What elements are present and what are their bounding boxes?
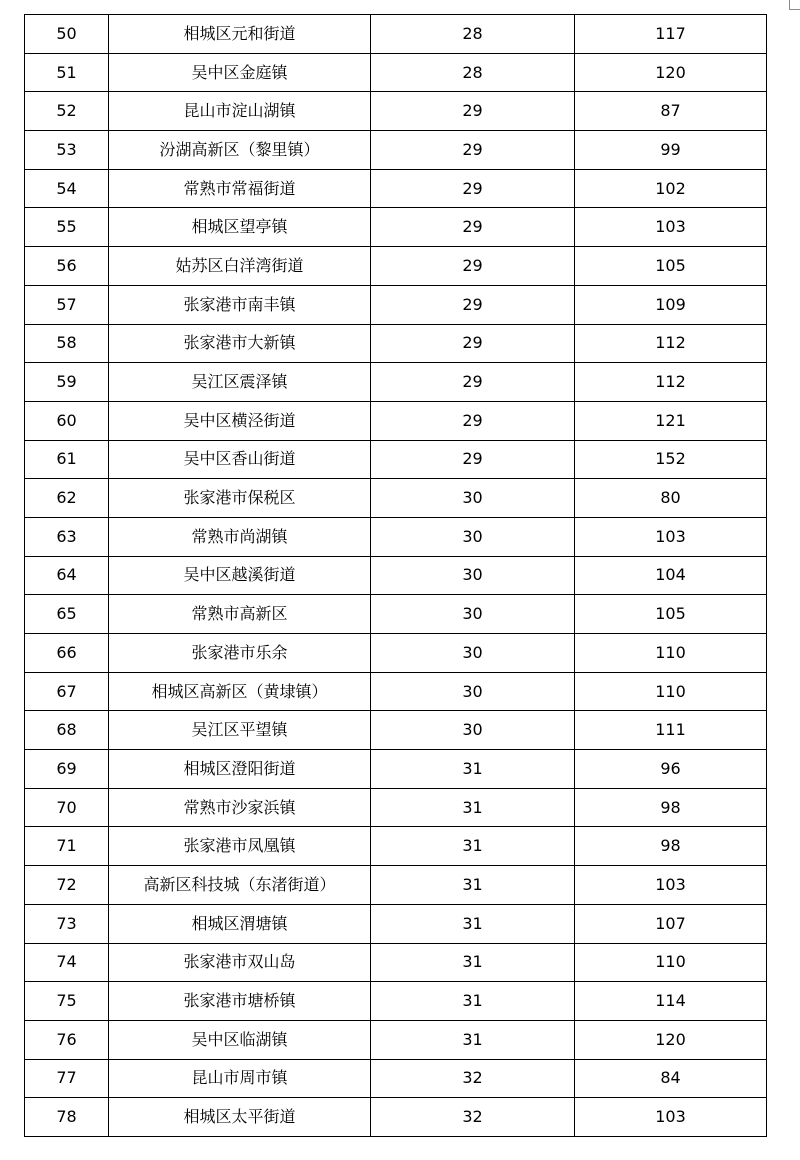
table-row	[25, 711, 767, 750]
name-cell: 相城区高新区（黄埭镇）	[109, 672, 371, 711]
name-cell: 张家港市双山岛	[109, 943, 371, 982]
value-cell-1: 29	[371, 247, 575, 286]
value-cell-1: 32	[371, 1098, 575, 1137]
rank-cell: 70	[25, 788, 109, 827]
table-body	[25, 15, 767, 1137]
table-row	[25, 1020, 767, 1059]
value-cell-1: 29	[371, 401, 575, 440]
rank-cell: 64	[25, 556, 109, 595]
value-cell-1: 30	[371, 517, 575, 556]
value-cell-2: 98	[575, 788, 767, 827]
table-row	[25, 1059, 767, 1098]
table-row	[25, 672, 767, 711]
table-row	[25, 247, 767, 286]
table-row	[25, 53, 767, 92]
table-row	[25, 866, 767, 905]
table-row	[25, 92, 767, 131]
table-row	[25, 827, 767, 866]
value-cell-2: 117	[575, 15, 767, 54]
value-cell-1: 30	[371, 672, 575, 711]
value-cell-1: 29	[371, 208, 575, 247]
value-cell-1: 31	[371, 750, 575, 789]
name-cell: 常熟市高新区	[109, 595, 371, 634]
value-cell-1: 29	[371, 324, 575, 363]
value-cell-1: 31	[371, 788, 575, 827]
table-row	[25, 943, 767, 982]
rank-cell: 59	[25, 363, 109, 402]
name-cell: 相城区望亭镇	[109, 208, 371, 247]
table-row	[25, 634, 767, 673]
value-cell-2: 105	[575, 595, 767, 634]
rank-cell: 60	[25, 401, 109, 440]
value-cell-1: 30	[371, 634, 575, 673]
name-cell: 汾湖高新区（黎里镇）	[109, 131, 371, 170]
rank-cell: 68	[25, 711, 109, 750]
value-cell-2: 104	[575, 556, 767, 595]
value-cell-1: 29	[371, 169, 575, 208]
table-row	[25, 1098, 767, 1137]
name-cell: 相城区元和街道	[109, 15, 371, 54]
table-row	[25, 131, 767, 170]
value-cell-1: 30	[371, 556, 575, 595]
name-cell: 姑苏区白洋湾街道	[109, 247, 371, 286]
value-cell-2: 103	[575, 1098, 767, 1137]
table-row	[25, 750, 767, 789]
value-cell-2: 110	[575, 672, 767, 711]
value-cell-2: 102	[575, 169, 767, 208]
table-row	[25, 15, 767, 54]
value-cell-2: 109	[575, 285, 767, 324]
name-cell: 相城区太平街道	[109, 1098, 371, 1137]
name-cell: 张家港市凤凰镇	[109, 827, 371, 866]
name-cell: 昆山市淀山湖镇	[109, 92, 371, 131]
rank-cell: 66	[25, 634, 109, 673]
rank-cell: 67	[25, 672, 109, 711]
rank-cell: 55	[25, 208, 109, 247]
value-cell-1: 29	[371, 92, 575, 131]
value-cell-2: 120	[575, 1020, 767, 1059]
table-row	[25, 440, 767, 479]
value-cell-1: 28	[371, 15, 575, 54]
table-row	[25, 517, 767, 556]
value-cell-2: 152	[575, 440, 767, 479]
name-cell: 张家港市乐余	[109, 634, 371, 673]
table-row	[25, 595, 767, 634]
value-cell-1: 31	[371, 943, 575, 982]
rank-cell: 77	[25, 1059, 109, 1098]
table-row	[25, 208, 767, 247]
value-cell-2: 80	[575, 479, 767, 518]
table-row	[25, 479, 767, 518]
rank-cell: 76	[25, 1020, 109, 1059]
table-row	[25, 556, 767, 595]
name-cell: 张家港市保税区	[109, 479, 371, 518]
rank-cell: 78	[25, 1098, 109, 1137]
value-cell-2: 96	[575, 750, 767, 789]
rank-cell: 56	[25, 247, 109, 286]
value-cell-1: 31	[371, 904, 575, 943]
value-cell-1: 31	[371, 982, 575, 1021]
name-cell: 常熟市沙家浜镇	[109, 788, 371, 827]
value-cell-1: 31	[371, 1020, 575, 1059]
rank-cell: 54	[25, 169, 109, 208]
value-cell-2: 98	[575, 827, 767, 866]
rank-cell: 50	[25, 15, 109, 54]
value-cell-2: 87	[575, 92, 767, 131]
value-cell-1: 30	[371, 479, 575, 518]
rank-cell: 75	[25, 982, 109, 1021]
rank-cell: 51	[25, 53, 109, 92]
table-row	[25, 363, 767, 402]
value-cell-1: 30	[371, 595, 575, 634]
value-cell-2: 84	[575, 1059, 767, 1098]
name-cell: 常熟市常福街道	[109, 169, 371, 208]
name-cell: 吴中区横泾街道	[109, 401, 371, 440]
value-cell-1: 32	[371, 1059, 575, 1098]
page-corner-mark	[789, 0, 800, 10]
value-cell-1: 29	[371, 440, 575, 479]
table-row	[25, 982, 767, 1021]
name-cell: 高新区科技城（东渚街道）	[109, 866, 371, 905]
value-cell-2: 103	[575, 866, 767, 905]
value-cell-2: 114	[575, 982, 767, 1021]
table-row	[25, 324, 767, 363]
name-cell: 张家港市塘桥镇	[109, 982, 371, 1021]
name-cell: 相城区渭塘镇	[109, 904, 371, 943]
name-cell: 吴中区香山街道	[109, 440, 371, 479]
name-cell: 常熟市尚湖镇	[109, 517, 371, 556]
value-cell-2: 105	[575, 247, 767, 286]
value-cell-1: 29	[371, 131, 575, 170]
value-cell-1: 29	[371, 363, 575, 402]
rank-cell: 63	[25, 517, 109, 556]
rank-cell: 72	[25, 866, 109, 905]
name-cell: 张家港市大新镇	[109, 324, 371, 363]
rank-cell: 52	[25, 92, 109, 131]
name-cell: 吴中区临湖镇	[109, 1020, 371, 1059]
value-cell-2: 103	[575, 517, 767, 556]
table-row	[25, 904, 767, 943]
name-cell: 吴中区金庭镇	[109, 53, 371, 92]
name-cell: 张家港市南丰镇	[109, 285, 371, 324]
ranking-table	[24, 14, 767, 1137]
name-cell: 相城区澄阳街道	[109, 750, 371, 789]
value-cell-2: 121	[575, 401, 767, 440]
value-cell-1: 29	[371, 285, 575, 324]
value-cell-2: 103	[575, 208, 767, 247]
rank-cell: 58	[25, 324, 109, 363]
value-cell-2: 110	[575, 943, 767, 982]
rank-cell: 62	[25, 479, 109, 518]
rank-cell: 53	[25, 131, 109, 170]
value-cell-1: 28	[371, 53, 575, 92]
rank-cell: 61	[25, 440, 109, 479]
value-cell-1: 31	[371, 866, 575, 905]
value-cell-2: 112	[575, 324, 767, 363]
rank-cell: 71	[25, 827, 109, 866]
value-cell-2: 99	[575, 131, 767, 170]
table-row	[25, 285, 767, 324]
name-cell: 昆山市周市镇	[109, 1059, 371, 1098]
rank-cell: 69	[25, 750, 109, 789]
table-row	[25, 169, 767, 208]
name-cell: 吴中区越溪街道	[109, 556, 371, 595]
name-cell: 吴江区平望镇	[109, 711, 371, 750]
table-row	[25, 788, 767, 827]
rank-cell: 73	[25, 904, 109, 943]
value-cell-2: 111	[575, 711, 767, 750]
name-cell: 吴江区震泽镇	[109, 363, 371, 402]
value-cell-2: 112	[575, 363, 767, 402]
table-row	[25, 401, 767, 440]
value-cell-2: 120	[575, 53, 767, 92]
rank-cell: 57	[25, 285, 109, 324]
value-cell-2: 110	[575, 634, 767, 673]
rank-cell: 74	[25, 943, 109, 982]
value-cell-1: 30	[371, 711, 575, 750]
value-cell-1: 31	[371, 827, 575, 866]
rank-cell: 65	[25, 595, 109, 634]
value-cell-2: 107	[575, 904, 767, 943]
